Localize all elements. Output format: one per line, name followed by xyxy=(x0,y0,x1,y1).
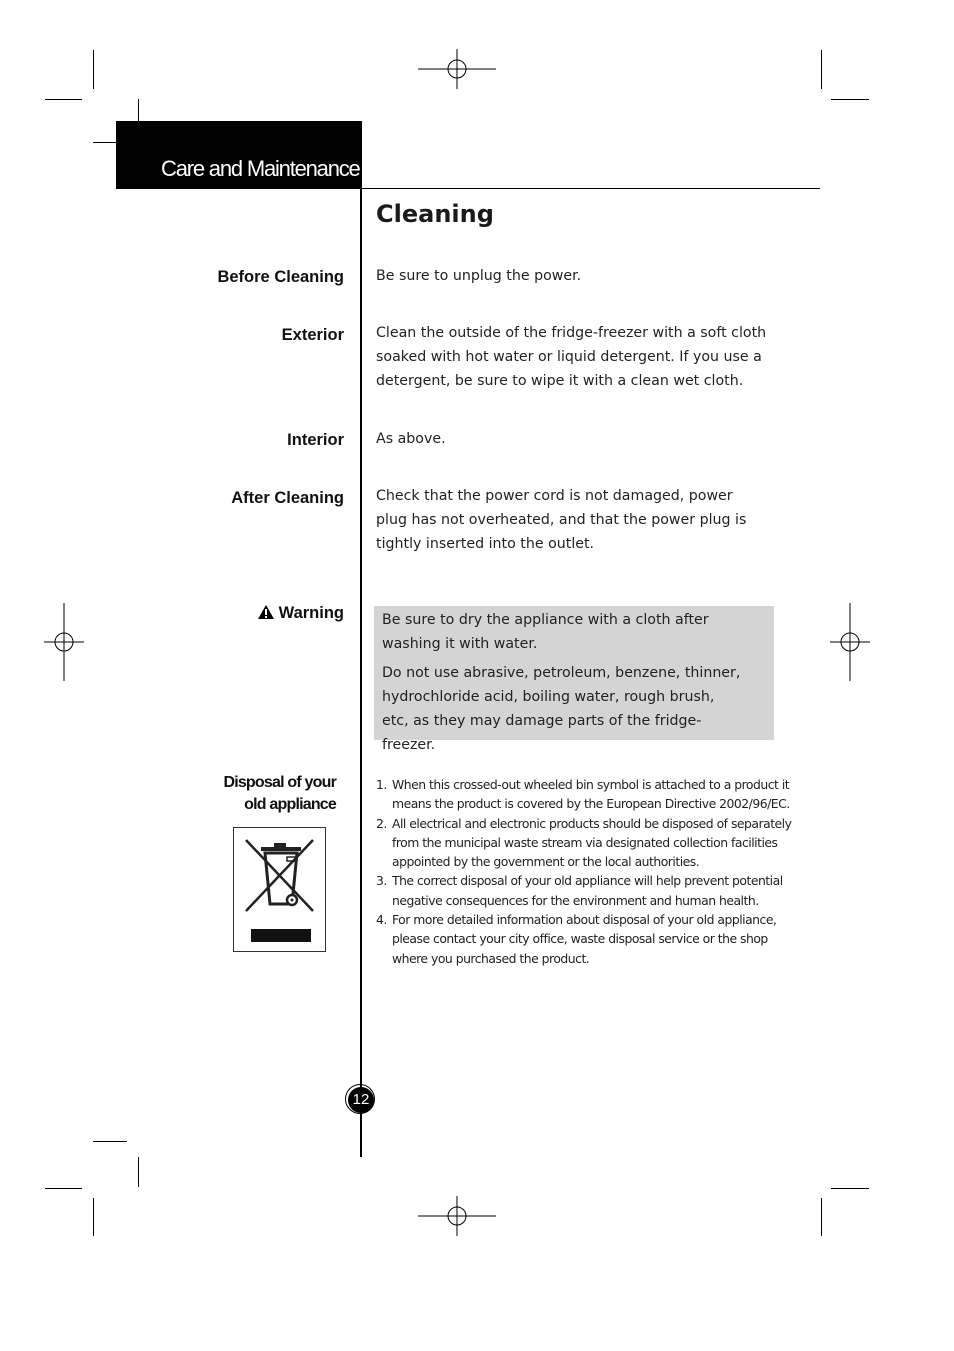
label-after-cleaning: After Cleaning xyxy=(231,489,344,507)
crop-mark xyxy=(93,50,94,89)
page-number: 12 xyxy=(348,1087,374,1113)
warning-paragraph-1: Be sure to dry the appliance with a cloth after washing it with water. xyxy=(382,612,709,652)
crop-mark xyxy=(138,1157,139,1187)
text-before-cleaning: Be sure to unplug the power. xyxy=(376,268,582,284)
crossed-out-wheeled-bin-icon xyxy=(234,828,325,951)
crop-mark xyxy=(831,1188,869,1189)
column-divider xyxy=(360,121,362,1157)
list-item: 3. The correct disposal of your old appliance will help prevent potential negative consequences for the environment and human health. xyxy=(376,873,783,908)
registration-mark-icon xyxy=(418,49,496,89)
crop-mark xyxy=(45,1188,82,1189)
crop-mark xyxy=(821,50,822,89)
list-item: 4. For more detailed information about disposal of your old appliance, please contact your city office, waste disposal service or the shop where you purchased the product. xyxy=(376,912,777,966)
section-title: Cleaning xyxy=(376,200,494,228)
registration-mark-icon xyxy=(44,603,84,681)
crop-mark xyxy=(93,1198,94,1236)
list-item: 2. All electrical and electronic products should be disposed of separately from the municipal waste stream via designated collection facilities appointed by the government or the local authorities. xyxy=(376,815,792,870)
warning-label-text: Warning xyxy=(278,604,344,622)
disposal-label-line-2: old appliance xyxy=(244,796,336,813)
header-title: Care and Maintenance xyxy=(161,156,360,181)
warning-triangle-icon xyxy=(257,604,275,620)
crop-mark xyxy=(138,99,139,121)
label-interior: Interior xyxy=(287,431,344,449)
registration-mark-icon xyxy=(830,603,870,681)
label-exterior: Exterior xyxy=(281,326,344,344)
header-rule xyxy=(116,188,820,189)
crop-mark xyxy=(93,142,116,143)
label-before-cleaning: Before Cleaning xyxy=(217,268,344,286)
crop-mark xyxy=(821,1198,822,1236)
crop-mark xyxy=(93,1141,127,1142)
crop-mark xyxy=(831,99,869,100)
list-item: 1. When this crossed-out wheeled bin symbol is attached to a product it means the product is covered by the European Directive 2002/96/EC. xyxy=(376,777,790,812)
text-exterior: Clean the outside of the fridge-freezer with a soft cloth soaked with hot water or liquid detergent. If you use a detergent, be sure to wipe it with a clean wet cloth. xyxy=(376,325,767,389)
warning-paragraph-2: Do not use abrasive, petroleum, benzene, thinner, hydrochloride acid, boiling water, rough brush, etc, as they may damage parts of the fridge-freezer. xyxy=(382,665,741,753)
bin-symbol-frame xyxy=(233,827,326,952)
disposal-label-line-1: Disposal of your xyxy=(223,774,336,791)
crop-mark xyxy=(45,99,82,100)
text-after-cleaning: Check that the power cord is not damaged, power plug has not overheated, and that the power plug is tightly inserted into the outlet. xyxy=(376,488,747,552)
registration-mark-icon xyxy=(418,1196,496,1236)
text-interior: As above. xyxy=(376,431,446,447)
warning-label xyxy=(257,604,344,623)
disposal-list xyxy=(376,775,796,968)
disposal-label xyxy=(223,772,336,816)
